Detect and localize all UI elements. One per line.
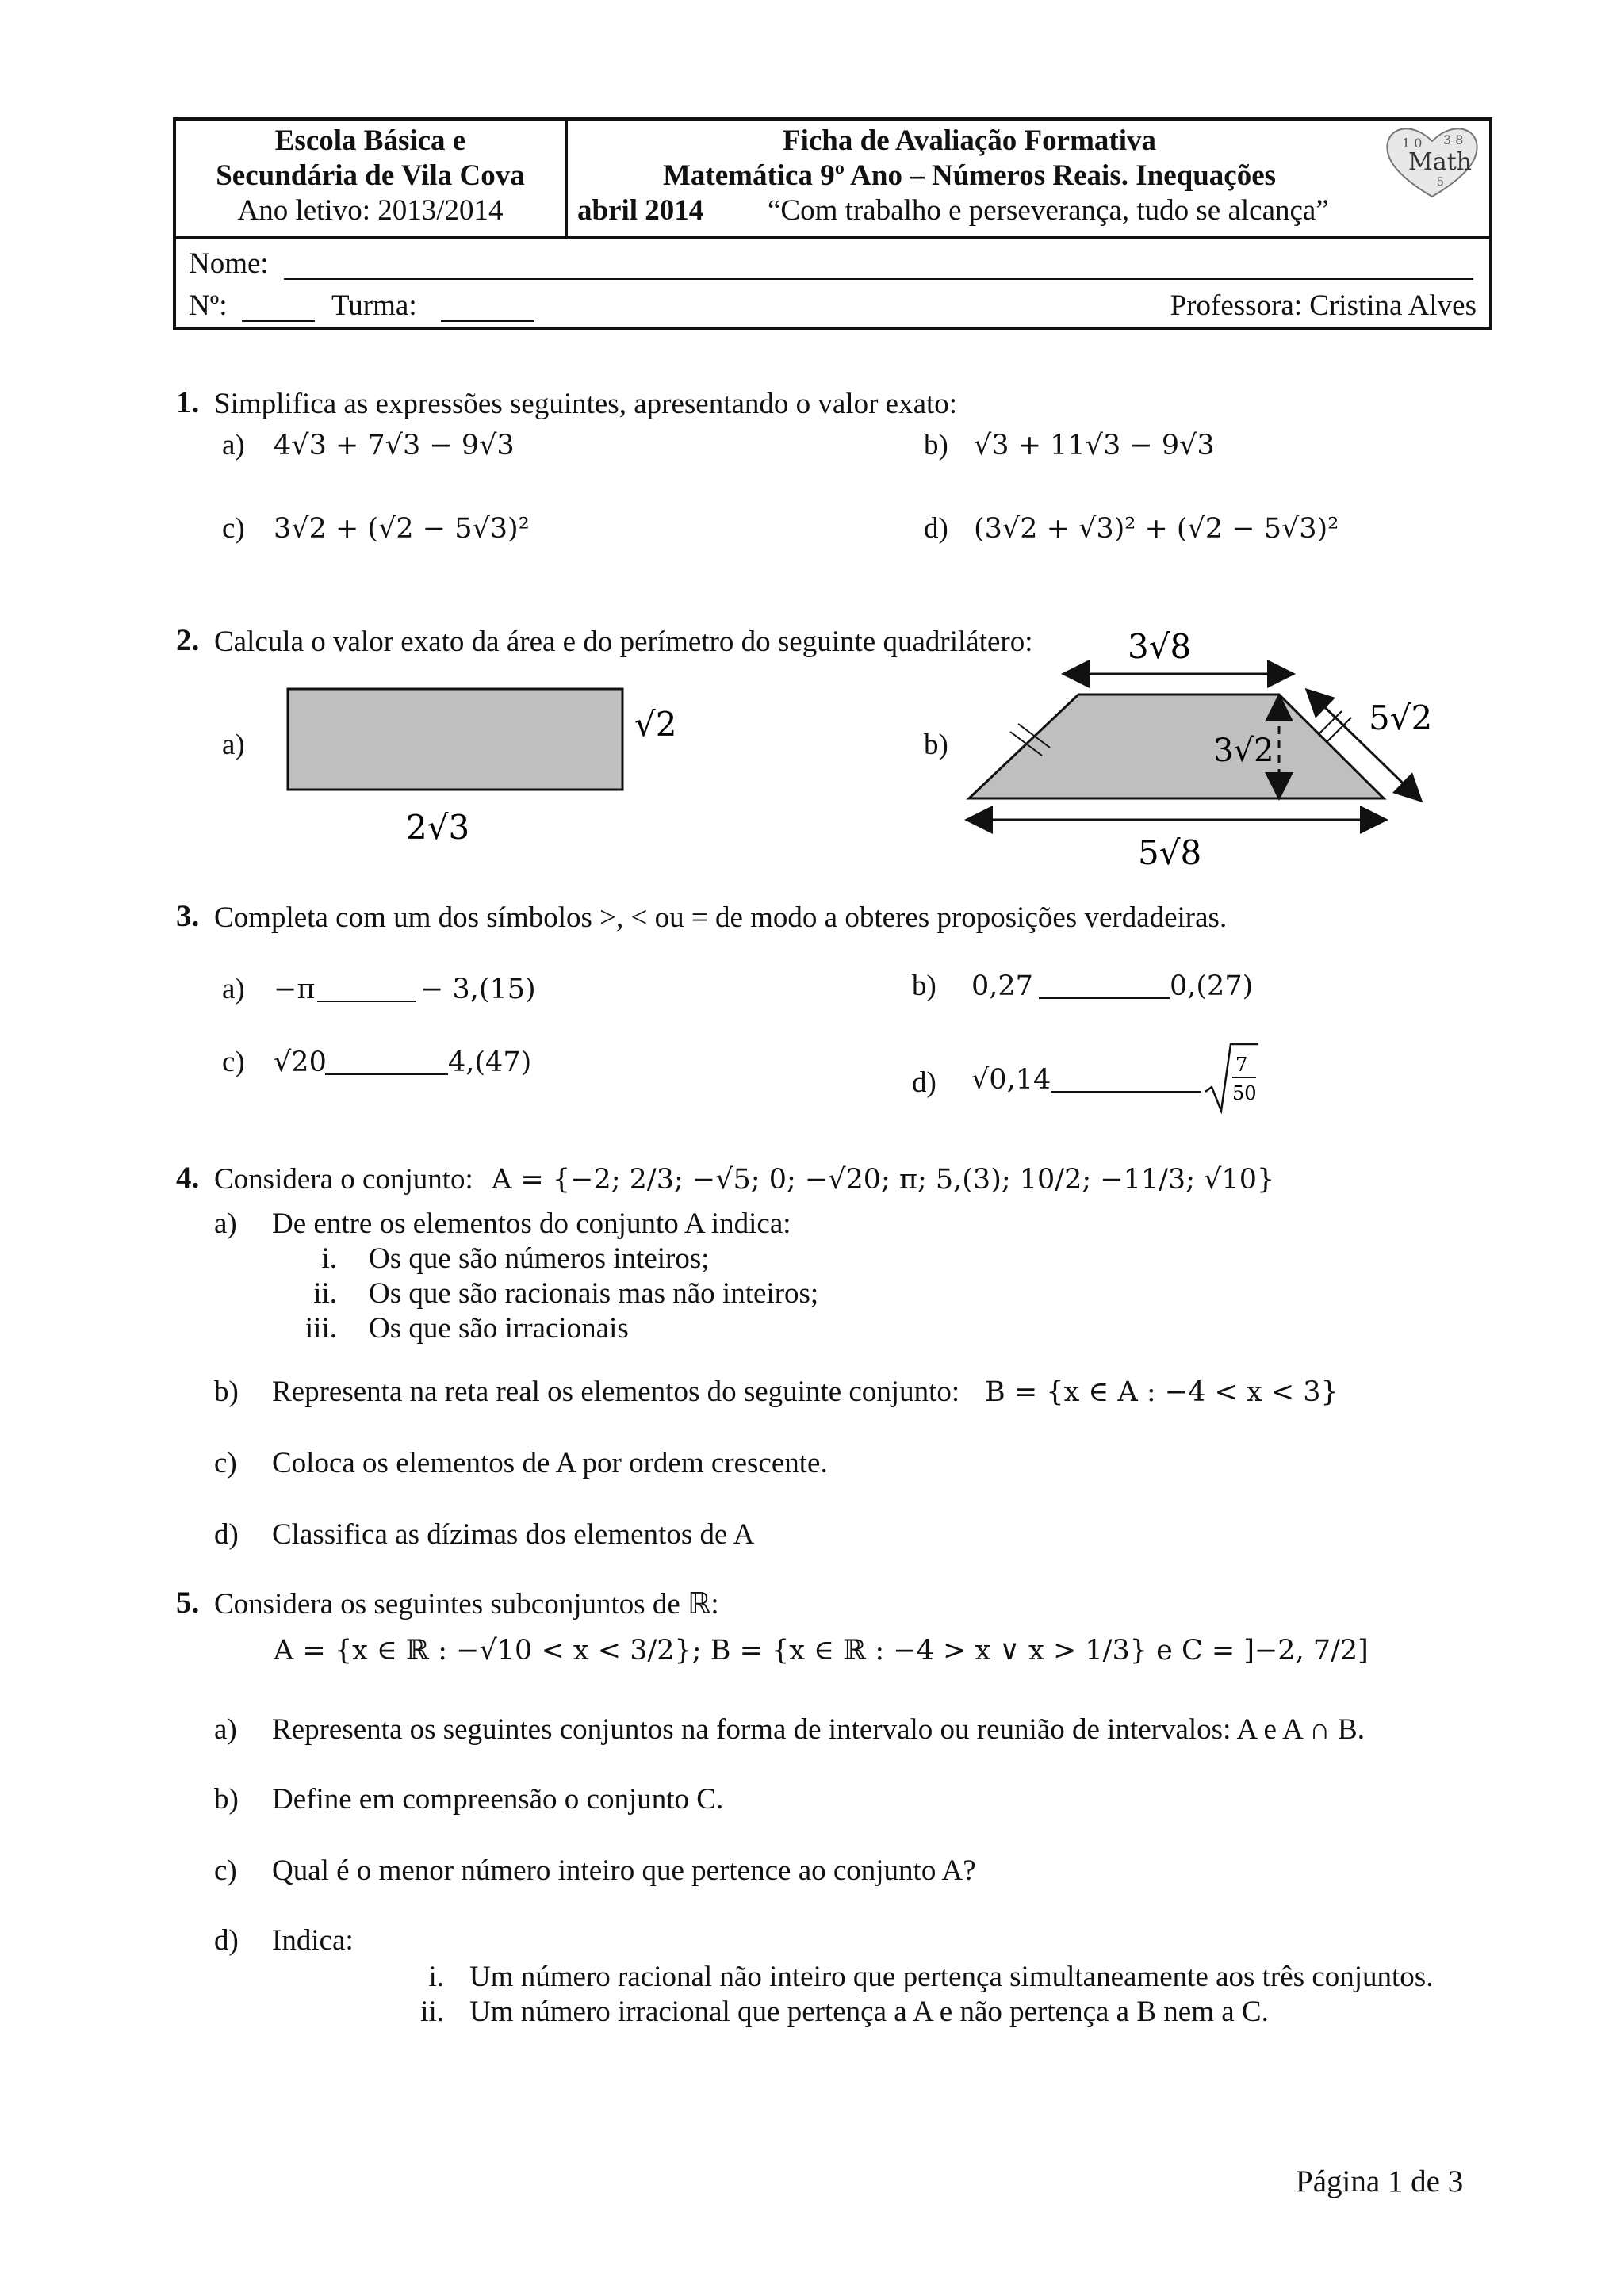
q5a-label: a) [214, 1713, 237, 1746]
q1b-expression: √3 + 11√3 − 9√3 [974, 430, 1215, 461]
class-field[interactable] [441, 320, 534, 322]
q4-intro: Considera o conjunto: [214, 1163, 473, 1196]
sheet-motto: “Com trabalho e perseverança, tudo se alcança” [768, 194, 1329, 227]
q5d-ii-text: Um número irracional que pertença a A e não pertença a B nem a C. [469, 1996, 1269, 2028]
class-label: Turma: [331, 289, 417, 322]
q3d-fraction-numerator: 7 [1235, 1054, 1248, 1076]
q5-sets: A = {x ∈ ℝ : −√10 < x < 3/2}; B = {x ∈ ℝ : −4 > x ∨ x > 1/3} e C = ]−2, 7/2] [274, 1635, 1369, 1667]
q3a-blank[interactable] [317, 1001, 416, 1002]
q3d-fraction-denominator: 50 [1232, 1082, 1257, 1104]
q4-number: 4. [176, 1161, 200, 1195]
q5c-label: c) [214, 1854, 237, 1887]
q4b-set-B: B = {x ∈ A : −4 < x < 3} [985, 1376, 1339, 1408]
q5d-text: Indica: [272, 1924, 354, 1957]
q4a-label: a) [214, 1207, 237, 1240]
logo-text: Math [1408, 148, 1472, 176]
q3a-right: − 3,(15) [420, 974, 536, 1005]
q4d-label: d) [214, 1518, 239, 1551]
q1-text: Simplifica as expressões seguintes, apresentando o valor exato: [214, 388, 958, 420]
q4-set-A: A = {−2; 2/3; −√5; 0; −√20; π; 5,(3); 10/2; −11/3; √10} [492, 1164, 1275, 1196]
svg-text:5: 5 [1437, 176, 1444, 189]
q3-text: Completa com um dos símbolos >, < ou = de modo a obteres proposições verdadeiras. [214, 901, 1228, 934]
q2-number: 2. [176, 623, 200, 657]
q4b-text: Representa na reta real os elementos do seguinte conjunto: [272, 1376, 960, 1408]
q1c-label: c) [222, 512, 245, 545]
q2b-label: b) [924, 729, 948, 761]
school-name-line1: Escola Básica e [274, 124, 466, 157]
q3b-label: b) [912, 970, 936, 1002]
header-divider-horizontal [176, 236, 1489, 239]
q1d-label: d) [924, 512, 948, 545]
q2a-label: a) [222, 729, 245, 761]
number-field[interactable] [242, 320, 315, 322]
q4a-i-label: i. [321, 1242, 337, 1275]
sheet-title: Ficha de Avaliação Formativa [783, 124, 1156, 157]
q4c-text: Coloca os elementos de A por ordem crescente. [272, 1447, 828, 1479]
q5d-ii-label: ii. [420, 1996, 444, 2028]
rectangle-height-label: √2 [634, 705, 677, 744]
page-number: Página 1 de 3 [1296, 2164, 1464, 2198]
q4c-label: c) [214, 1447, 237, 1479]
trapezoid-figure [959, 626, 1499, 880]
sheet-subtitle: Matemática 9º Ano – Números Reais. Inequações [662, 159, 1277, 192]
q3d-left: √0,14 [971, 1064, 1051, 1096]
trapezoid-shape [969, 695, 1384, 798]
q3c-right: 4,(47) [448, 1047, 532, 1078]
q5d-i-text: Um número racional não inteiro que pertença simultaneamente aos três conjuntos. [469, 1961, 1434, 1993]
teacher-name: Professora: Cristina Alves [1170, 289, 1477, 322]
q1c-expression: 3√2 + (√2 − 5√3)² [274, 513, 530, 545]
q3c-label: c) [222, 1046, 245, 1078]
school-name-line2: Secundária de Vila Cova [216, 159, 525, 192]
q1a-expression: 4√3 + 7√3 − 9√3 [274, 430, 515, 461]
q3-number: 3. [176, 899, 200, 933]
school-year: Ano letivo: 2013/2014 [237, 194, 504, 227]
q5c-text: Qual é o menor número inteiro que pertence ao conjunto A? [272, 1854, 976, 1887]
q5b-label: b) [214, 1783, 239, 1816]
q3b-blank[interactable] [1039, 997, 1170, 999]
q3a-label: a) [222, 973, 245, 1005]
rectangle-width-label: 2√3 [406, 808, 470, 847]
sheet-date: abril 2014 [577, 194, 704, 227]
math-heart-logo [1381, 121, 1483, 200]
q4a-text: De entre os elementos do conjunto A indica: [272, 1207, 791, 1240]
trapezoid-bottom-label: 5√8 [1138, 833, 1202, 872]
q4a-ii-label: ii. [313, 1277, 337, 1310]
q5d-i-label: i. [428, 1961, 444, 1993]
q3d-right-sqrt-fraction [1204, 1043, 1259, 1114]
q4b-label: b) [214, 1376, 239, 1408]
q5-number: 5. [176, 1586, 200, 1620]
trapezoid-top-label: 3√8 [1128, 627, 1192, 666]
q3d-blank[interactable] [1051, 1091, 1201, 1093]
trapezoid-height-label: 3√2 [1213, 733, 1274, 769]
q3d-label: d) [912, 1066, 936, 1099]
q3c-left: √20 [274, 1047, 327, 1078]
q4a-iii-label: iii. [304, 1312, 337, 1345]
svg-text:1 0: 1 0 [1402, 136, 1423, 151]
name-label: Nome: [189, 247, 269, 280]
q1b-label: b) [924, 429, 948, 461]
q4a-iii-text: Os que são irracionais [369, 1312, 629, 1345]
q4a-ii-text: Os que são racionais mas não inteiros; [369, 1277, 819, 1310]
q2-text: Calcula o valor exato da área e do perímetro do seguinte quadrilátero: [214, 626, 1033, 658]
q3a-left: −π [274, 974, 316, 1005]
q1a-label: a) [222, 429, 245, 461]
q5b-text: Define em compreensão o conjunto C. [272, 1783, 724, 1816]
number-label: Nº: [189, 289, 228, 322]
q1-number: 1. [176, 385, 200, 419]
q4a-i-text: Os que são números inteiros; [369, 1242, 710, 1275]
q5a-text: Representa os seguintes conjuntos na forma de intervalo ou reunião de intervalos: A e A ∩ B. [272, 1713, 1365, 1746]
name-field[interactable] [284, 278, 1473, 280]
q4d-text: Classifica as dízimas dos elementos de A [272, 1518, 755, 1551]
q3b-right: 0,(27) [1170, 970, 1254, 1002]
rectangle-figure [285, 682, 730, 848]
svg-text:3 8: 3 8 [1443, 132, 1464, 147]
q5-intro: Considera os seguintes subconjuntos de ℝ: [214, 1588, 719, 1621]
q3c-blank[interactable] [325, 1073, 448, 1075]
rectangle-shape [288, 689, 622, 790]
trapezoid-side-label: 5√2 [1369, 698, 1433, 737]
q1d-expression: (3√2 + √3)² + (√2 − 5√3)² [974, 513, 1339, 545]
q3b-left: 0,27 [971, 970, 1033, 1002]
q5d-label: d) [214, 1924, 239, 1957]
